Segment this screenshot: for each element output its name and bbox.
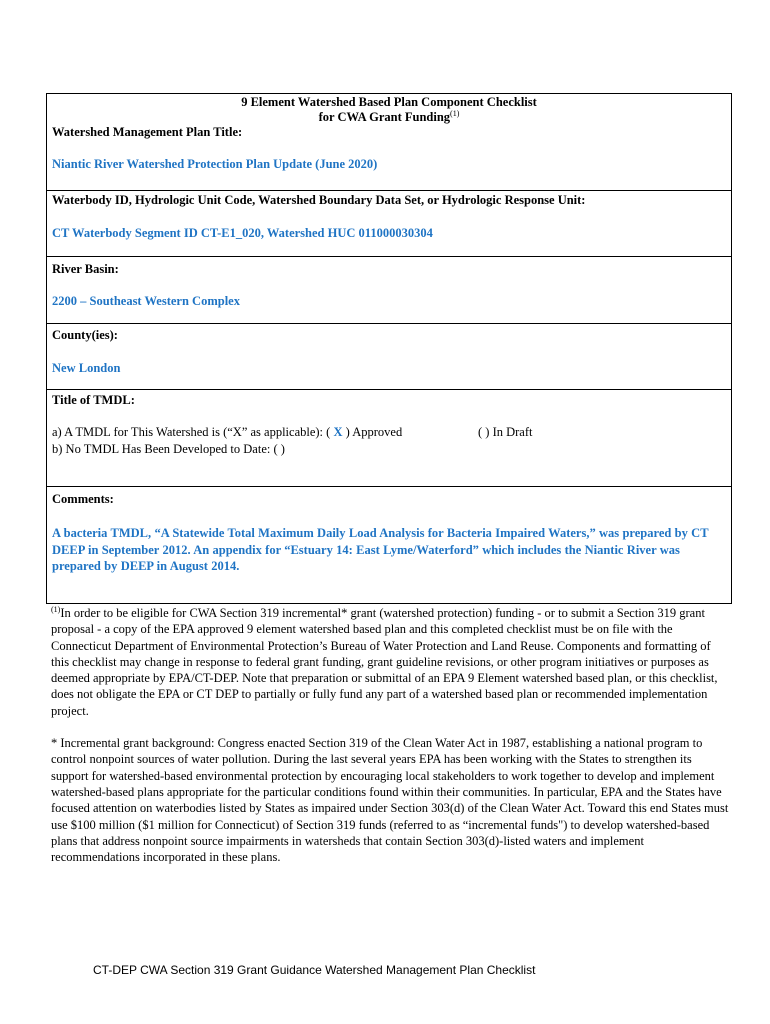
waterbody-row bbox=[47, 190, 731, 256]
tmdl-line-b: b) No TMDL Has Been Developed to Date: ( ) bbox=[52, 442, 285, 456]
title-line-1: 9 Element Watershed Based Plan Component Checklist bbox=[241, 95, 537, 109]
checklist-box bbox=[46, 93, 732, 604]
footnote-text-1: In order to be eligible for CWA Section 319 incremental* grant (watershed protection) funding - or to submit a Section 319 grant proposal - a copy of the EPA approved 9 element watershed based plan and this completed checklist must be on file with the Connecticut Department of Environmental Protection’s Bureau of Water Protection and Land Reuse. Components and formatting of this checklist may change in response to federal grant funding, grant guideline revisions, or other program initiatives or purposes as deemed appropriate by EPA/CT-DEP. Note that preparation or submittal of an EPA 9 Element watershed based plan, or this checklist, does not obligate the EPA or CT DEP to partially or fully fund any part of a watershed based plan or recommended implementation project. bbox=[51, 606, 718, 718]
basin-label: River Basin: bbox=[52, 262, 119, 276]
footnote-paragraph-1 bbox=[51, 605, 731, 719]
tmdl-label: Title of TMDL: bbox=[52, 393, 135, 407]
tmdl-draft-checkbox[interactable]: ( ) In Draft bbox=[478, 425, 533, 439]
comments-value: A bacteria TMDL, “A Statewide Total Maximum Daily Load Analysis for Bacteria Impaired Waters,” was prepared by CT DEEP in September 2012. An appendix for “Estuary 14: East Lyme/Waterford” which includes the Niantic River was prepared by DEEP in August 2014. bbox=[52, 526, 709, 573]
county-label: County(ies): bbox=[52, 328, 118, 342]
comments-label: Comments: bbox=[52, 492, 114, 506]
page-footer: CT-DEP CWA Section 319 Grant Guidance Watershed Management Plan Checklist bbox=[93, 963, 536, 977]
title-line-2 bbox=[47, 110, 731, 125]
footnote bbox=[51, 605, 731, 865]
comments-row bbox=[47, 486, 731, 604]
county-value: New London bbox=[52, 361, 121, 375]
basin-value: 2200 – Southeast Western Complex bbox=[52, 294, 240, 308]
waterbody-label: Waterbody ID, Hydrologic Unit Code, Watershed Boundary Data Set, or Hydrologic Response Unit: bbox=[52, 193, 586, 207]
plan-row bbox=[47, 125, 731, 171]
plan-title-value: Niantic River Watershed Protection Plan Update (June 2020) bbox=[52, 157, 378, 171]
county-row bbox=[47, 323, 731, 389]
footnote-marker: (1) bbox=[51, 604, 61, 614]
tmdl-line-a bbox=[52, 424, 731, 441]
tmdl-row bbox=[47, 389, 731, 486]
title-line-2-text: for CWA Grant Funding bbox=[318, 110, 451, 124]
tmdl-approved-prefix: a) A TMDL for This Watershed is (“X” as applicable): ( bbox=[52, 425, 331, 439]
footnote-paragraph-2: * Incremental grant background: Congress enacted Section 319 of the Clean Water Act in 1987, establishing a national program to control nonpoint sources of water pollution. During the last several years EPA has been working with the States to strengthen its support for watershed-based environmental protection by encouraging local stakeholders to work together to develop and implement watershed-based plans appropriate for the particular conditions found within their communities. In particular, EPA and the States have focused attention on waterbodies listed by States as impaired under Section 303(d) of the Clean Water Act. Toward this end States must use $100 million ($1 million for Connecticut) of Section 319 funds (referred to as “incremental funds") to develop watershed-based plans that address nonpoint source impairments in watersheds that contain Section 303(d)-listed waters and implement recommendations incorporated in these plans. bbox=[51, 736, 729, 865]
tmdl-approved-label: ) Approved bbox=[345, 425, 403, 439]
waterbody-value: CT Waterbody Segment ID CT-E1_020, Watershed HUC 011000030304 bbox=[52, 226, 433, 240]
title-footnote-marker: (1) bbox=[450, 108, 460, 118]
tmdl-approved-checkbox[interactable]: X bbox=[333, 425, 343, 439]
basin-row bbox=[47, 256, 731, 323]
checklist-title bbox=[47, 94, 731, 125]
plan-title-label: Watershed Management Plan Title: bbox=[52, 125, 243, 139]
